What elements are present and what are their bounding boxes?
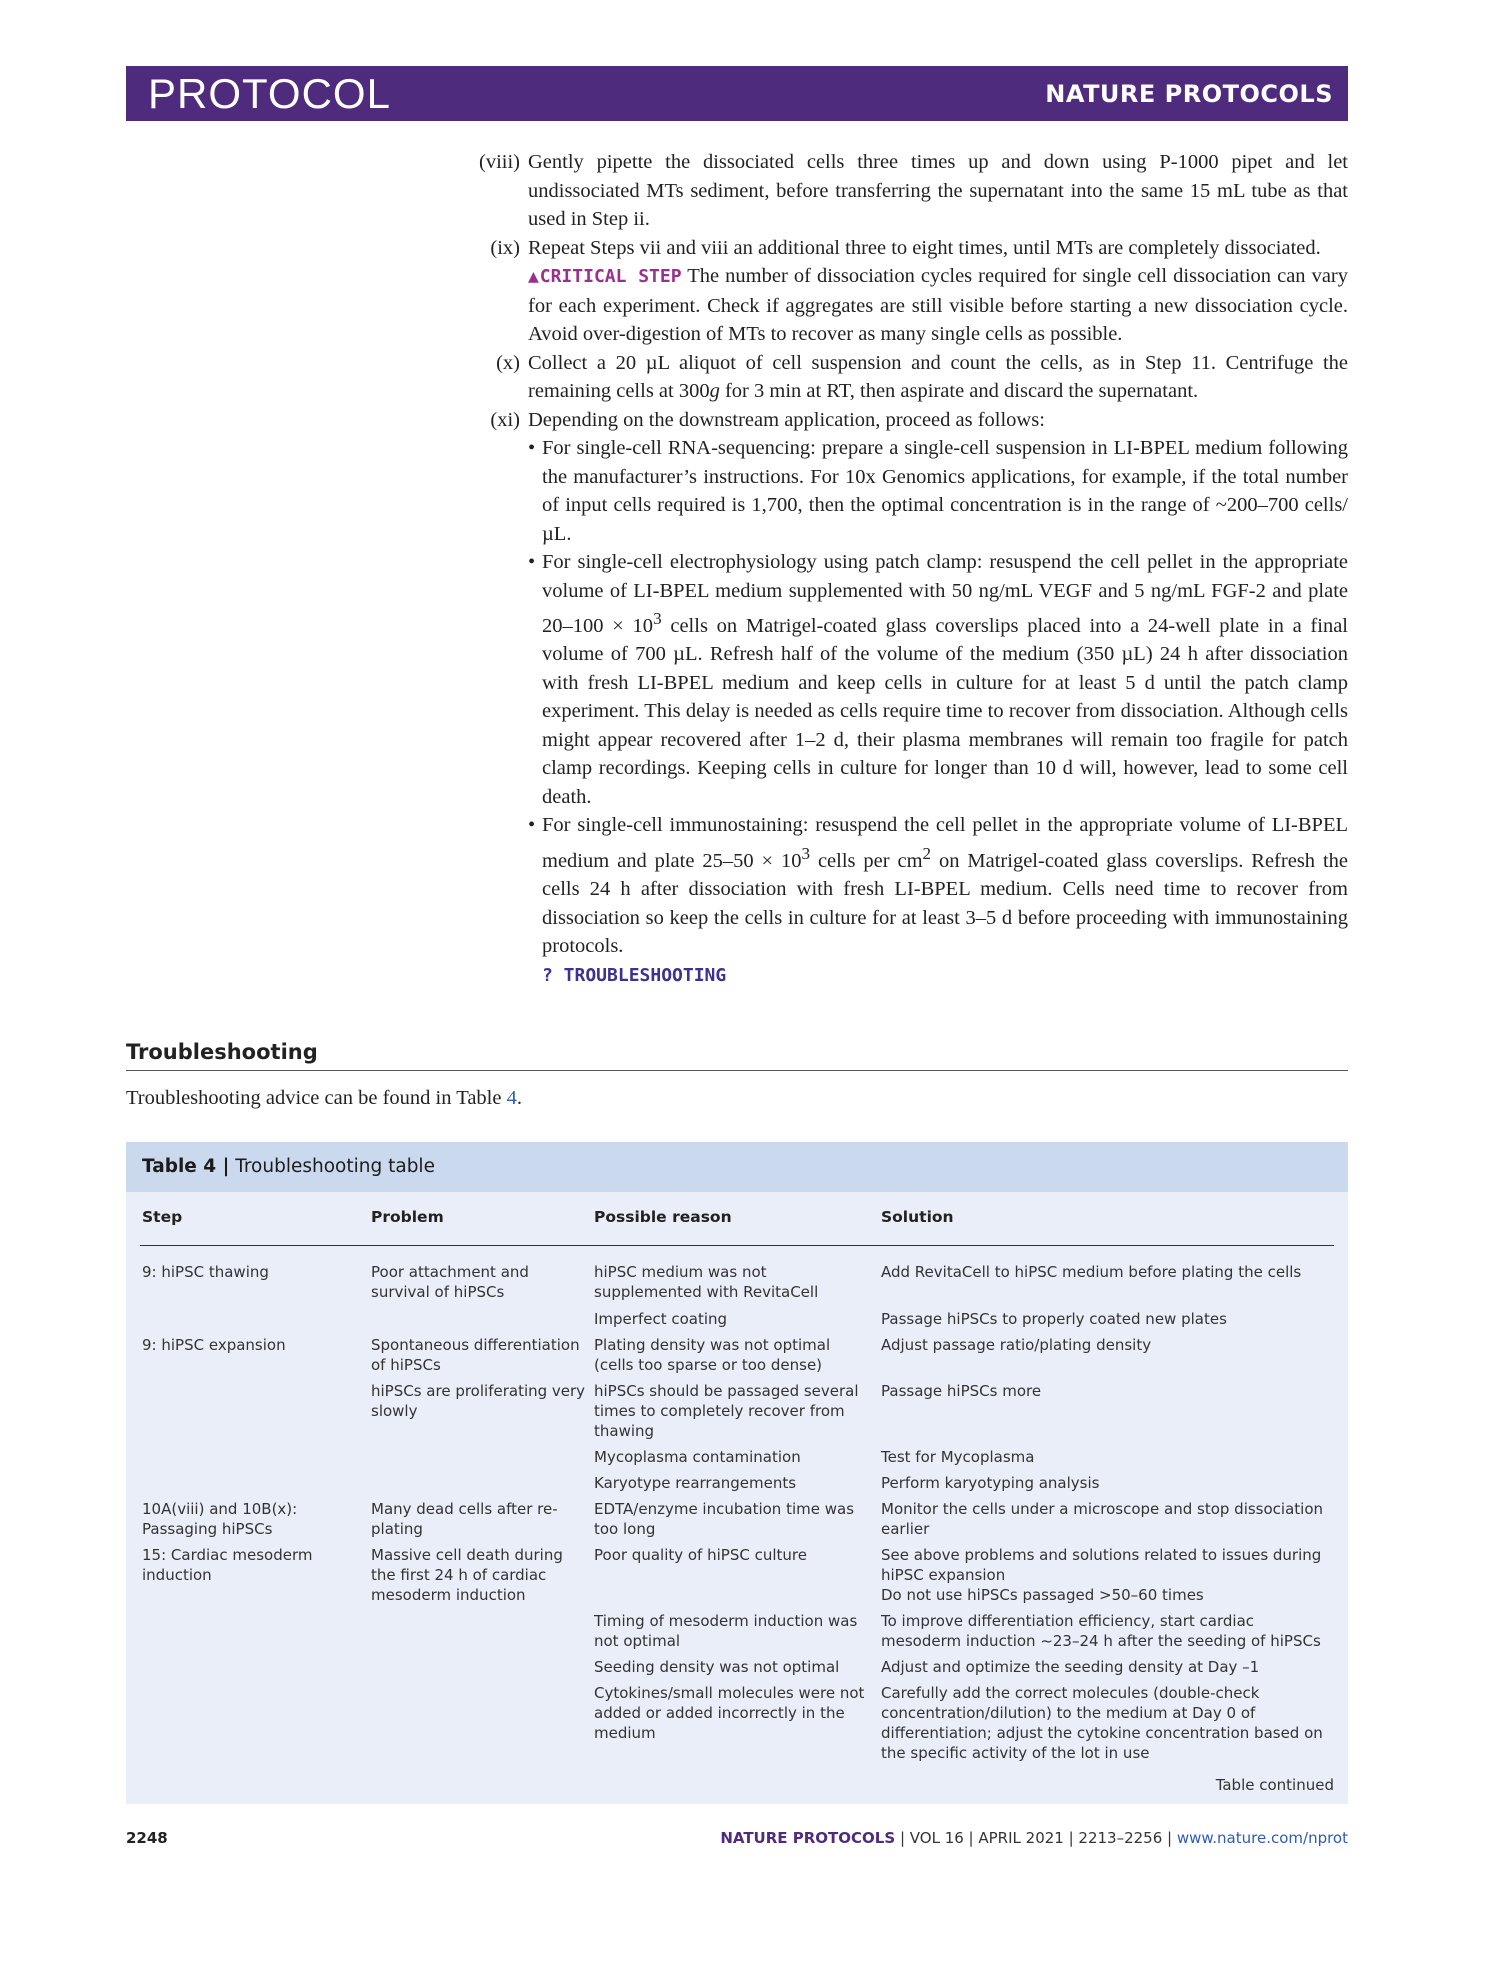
step-number: (xi) bbox=[490, 408, 520, 431]
cell-reason: Plating density was not optimal (cells too sparse or too dense) bbox=[594, 1336, 831, 1374]
cell-reason: Imperfect coating bbox=[594, 1310, 728, 1328]
bullet-text-cont: cells on Matrigel-coated glass coverslips placed into a 24-well plate in a final volume of 700 µL. Refresh half of the volume of the medium (350 µL) 24 h after dissociation with fresh LI-BPEL medium and keep cells in culture for at least 5 d until the patch clamp experiment. This delay is needed as cells require time to recover from dissociation. Although cells might appear recovered after 1–2 d, their plasma membranes will remain too fragile for patch clamp recordings. Keeping cells in culture for longer than 10 d will, however, lead to some cell death. bbox=[542, 614, 1348, 808]
table-continued-note: Table continued bbox=[1215, 1776, 1334, 1794]
cell-step: 15: Cardiac mesoderm induction bbox=[142, 1546, 313, 1584]
cell-solution: Adjust and optimize the seeding density at Day –1 bbox=[881, 1658, 1260, 1676]
column-header-reason: Possible reason bbox=[594, 1208, 732, 1226]
superscript: 3 bbox=[801, 843, 811, 863]
cell-solution: Adjust passage ratio/plating density bbox=[881, 1336, 1152, 1354]
table-link[interactable]: 4 bbox=[506, 1087, 517, 1109]
cell-solution: Passage hiPSCs to properly coated new plates bbox=[881, 1310, 1227, 1328]
step-viii bbox=[460, 148, 1348, 234]
step-text: Gently pipette the dissociated cells three times up and down using P-1000 pipet and let undissociated MTs sediment, before transferring the supernatant into the same 15 mL tube as that used in Step ii. bbox=[528, 151, 1348, 230]
step-number: (viii) bbox=[479, 151, 520, 173]
step-x bbox=[460, 349, 1348, 406]
cell-solution: Add RevitaCell to hiPSC medium before plating the cells bbox=[881, 1263, 1302, 1281]
cell-reason: Poor quality of hiPSC culture bbox=[594, 1546, 807, 1564]
cell-step: 9: hiPSC expansion bbox=[142, 1336, 286, 1354]
step-number: (ix) bbox=[490, 236, 520, 259]
table-title-text: Troubleshooting table bbox=[235, 1156, 435, 1177]
bullet-text: For single-cell electrophysiology using patch clamp: resuspend the cell pellet in the appropriate volume of LI-BPEL medium supplemented with 50 ng/mL VEGF and 5 ng/mL FGF-2 and plate 20–100 × 10 bbox=[542, 551, 1348, 637]
procedure-steps bbox=[460, 148, 1348, 990]
cell-problem: Spontaneous differentiation of hiPSCs bbox=[371, 1336, 580, 1374]
step-number: (x) bbox=[496, 351, 520, 374]
step-xi bbox=[460, 406, 1348, 991]
bullet-text: For single-cell immunostaining: resuspend the cell pellet in the appropriate volume of LI-BPEL medium and plate 25–50 × 10 bbox=[542, 814, 1348, 872]
solution-line: See above problems and solutions related to issues during hiPSC expansion bbox=[881, 1546, 1322, 1584]
table-header-rule bbox=[140, 1245, 1334, 1246]
cell-problem: Many dead cells after re-plating bbox=[371, 1500, 558, 1538]
cell-problem: Massive cell death during the first 24 h of cardiac mesoderm induction bbox=[371, 1546, 563, 1604]
cell-solution: Test for Mycoplasma bbox=[881, 1448, 1035, 1466]
cell-reason: Cytokines/small molecules were not added or added incorrectly in the medium bbox=[594, 1684, 865, 1742]
cell-step: 10A(viii) and 10B(x): Passaging hiPSCs bbox=[142, 1500, 298, 1538]
advice-text: Troubleshooting advice can be found in Table bbox=[126, 1087, 507, 1109]
footer-citation bbox=[720, 1829, 1348, 1847]
section-divider bbox=[126, 1070, 1348, 1071]
step-text-cont: for 3 min at RT, then aspirate and discard the supernatant. bbox=[719, 380, 1199, 402]
footer-volume-info: | VOL 16 | APRIL 2021 | 2213–2256 | bbox=[895, 1829, 1177, 1847]
cell-solution: Monitor the cells under a microscope and stop dissociation earlier bbox=[881, 1500, 1324, 1538]
cell-problem: Poor attachment and survival of hiPSCs bbox=[371, 1263, 529, 1301]
superscript: 3 bbox=[653, 609, 662, 628]
step-ix bbox=[460, 234, 1348, 349]
cell-reason: hiPSC medium was not supplemented with RevitaCell bbox=[594, 1263, 819, 1301]
cell-reason: Karyotype rearrangements bbox=[594, 1474, 797, 1492]
troubleshooting-advice bbox=[126, 1087, 522, 1110]
cell-reason: hiPSCs should be passaged several times to completely recover from thawing bbox=[594, 1382, 859, 1440]
step-text: Depending on the downstream application, proceed as follows: bbox=[528, 408, 1045, 431]
step-text: Repeat Steps vii and viii an additional three to eight times, until MTs are completely dissociated. bbox=[528, 236, 1321, 259]
step-text: Collect a 20 µL aliquot of cell suspension and count the cells, as in Step 11. Centrifuge the remaining cells at 300 bbox=[528, 351, 1348, 402]
footer-journal: NATURE PROTOCOLS bbox=[720, 1829, 896, 1847]
bullet-electrophysiology bbox=[528, 548, 1348, 811]
bullet-immunostaining bbox=[528, 811, 1348, 990]
cell-solution: Perform karyotyping analysis bbox=[881, 1474, 1100, 1492]
cell-solution: Carefully add the correct molecules (double-check concentration/dilution) to the medium at Day 0 of differentiation; adjust the cytokine concentration based on the specific activity of the lot in use bbox=[881, 1684, 1323, 1762]
cell-step: 9: hiPSC thawing bbox=[142, 1263, 269, 1281]
cell-solution: To improve differentiation efficiency, start cardiac mesoderm induction ~23–24 h after the seeding of hiPSCs bbox=[881, 1612, 1321, 1650]
bullet-dot: • bbox=[528, 814, 536, 837]
solution-line: Do not use hiPSCs passaged >50–60 times bbox=[881, 1586, 1204, 1604]
cell-solution bbox=[881, 1545, 1336, 1605]
bullet-text-cont: on Matrigel-coated glass coverslips. Refresh the cells 24 h after dissociation with fresh LI-BPEL medium. Cells need time to recover from dissociation so keep the cells in culture for at least 3–5 d before proceeding with immunostaining protocols. bbox=[542, 849, 1348, 958]
troubleshooting-table bbox=[126, 1142, 1348, 1804]
table-header-bar bbox=[126, 1142, 1348, 1192]
cell-reason: Mycoplasma contamination bbox=[594, 1448, 801, 1466]
column-header-problem: Problem bbox=[371, 1208, 444, 1226]
cell-solution: Passage hiPSCs more bbox=[881, 1382, 1042, 1400]
cell-problem: hiPSCs are proliferating very slowly bbox=[371, 1382, 586, 1420]
step-text-italic: g bbox=[709, 380, 720, 402]
column-header-solution: Solution bbox=[881, 1208, 954, 1226]
bullet-text-mid: cells per cm bbox=[810, 849, 923, 872]
journal-label: NATURE PROTOCOLS bbox=[1045, 80, 1333, 108]
table-title bbox=[142, 1156, 435, 1177]
advice-text-end: . bbox=[516, 1087, 522, 1109]
critical-step-label: ▲CRITICAL STEP bbox=[528, 266, 682, 287]
cell-reason: EDTA/enzyme incubation time was too long bbox=[594, 1500, 855, 1538]
bullet-rna-seq bbox=[528, 434, 1348, 548]
troubleshooting-link[interactable]: ? TROUBLESHOOTING bbox=[542, 964, 727, 986]
page-header-bar bbox=[126, 66, 1348, 121]
footer-url-link[interactable]: www.nature.com/nprot bbox=[1176, 1829, 1348, 1847]
cell-reason: Timing of mesoderm induction was not optimal bbox=[594, 1612, 858, 1650]
bullet-dot: • bbox=[528, 551, 536, 573]
table-label: Table 4 | bbox=[142, 1156, 230, 1177]
critical-step-text: The number of dissociation cycles required for single cell dissociation can vary for each experiment. Check if aggregates are still visible before starting a new dissociation cycle. Avoid over-digestion of MTs to recover as many single cells as possible. bbox=[528, 265, 1349, 345]
page-number: 2248 bbox=[126, 1829, 168, 1847]
section-label: PROTOCOL bbox=[148, 70, 391, 117]
section-heading: Troubleshooting bbox=[126, 1040, 318, 1064]
cell-reason: Seeding density was not optimal bbox=[594, 1658, 840, 1676]
superscript: 2 bbox=[922, 843, 932, 863]
bullet-text: For single-cell RNA-sequencing: prepare a single-cell suspension in LI-BPEL medium following the manufacturer’s instructions. For 10x Genomics applications, for example, if the total number of input cells required is 1,700, then the optimal concentration is in the range of ~200–700 cells/µL. bbox=[542, 437, 1348, 545]
bullet-dot: • bbox=[528, 437, 536, 459]
column-header-step: Step bbox=[142, 1208, 183, 1226]
